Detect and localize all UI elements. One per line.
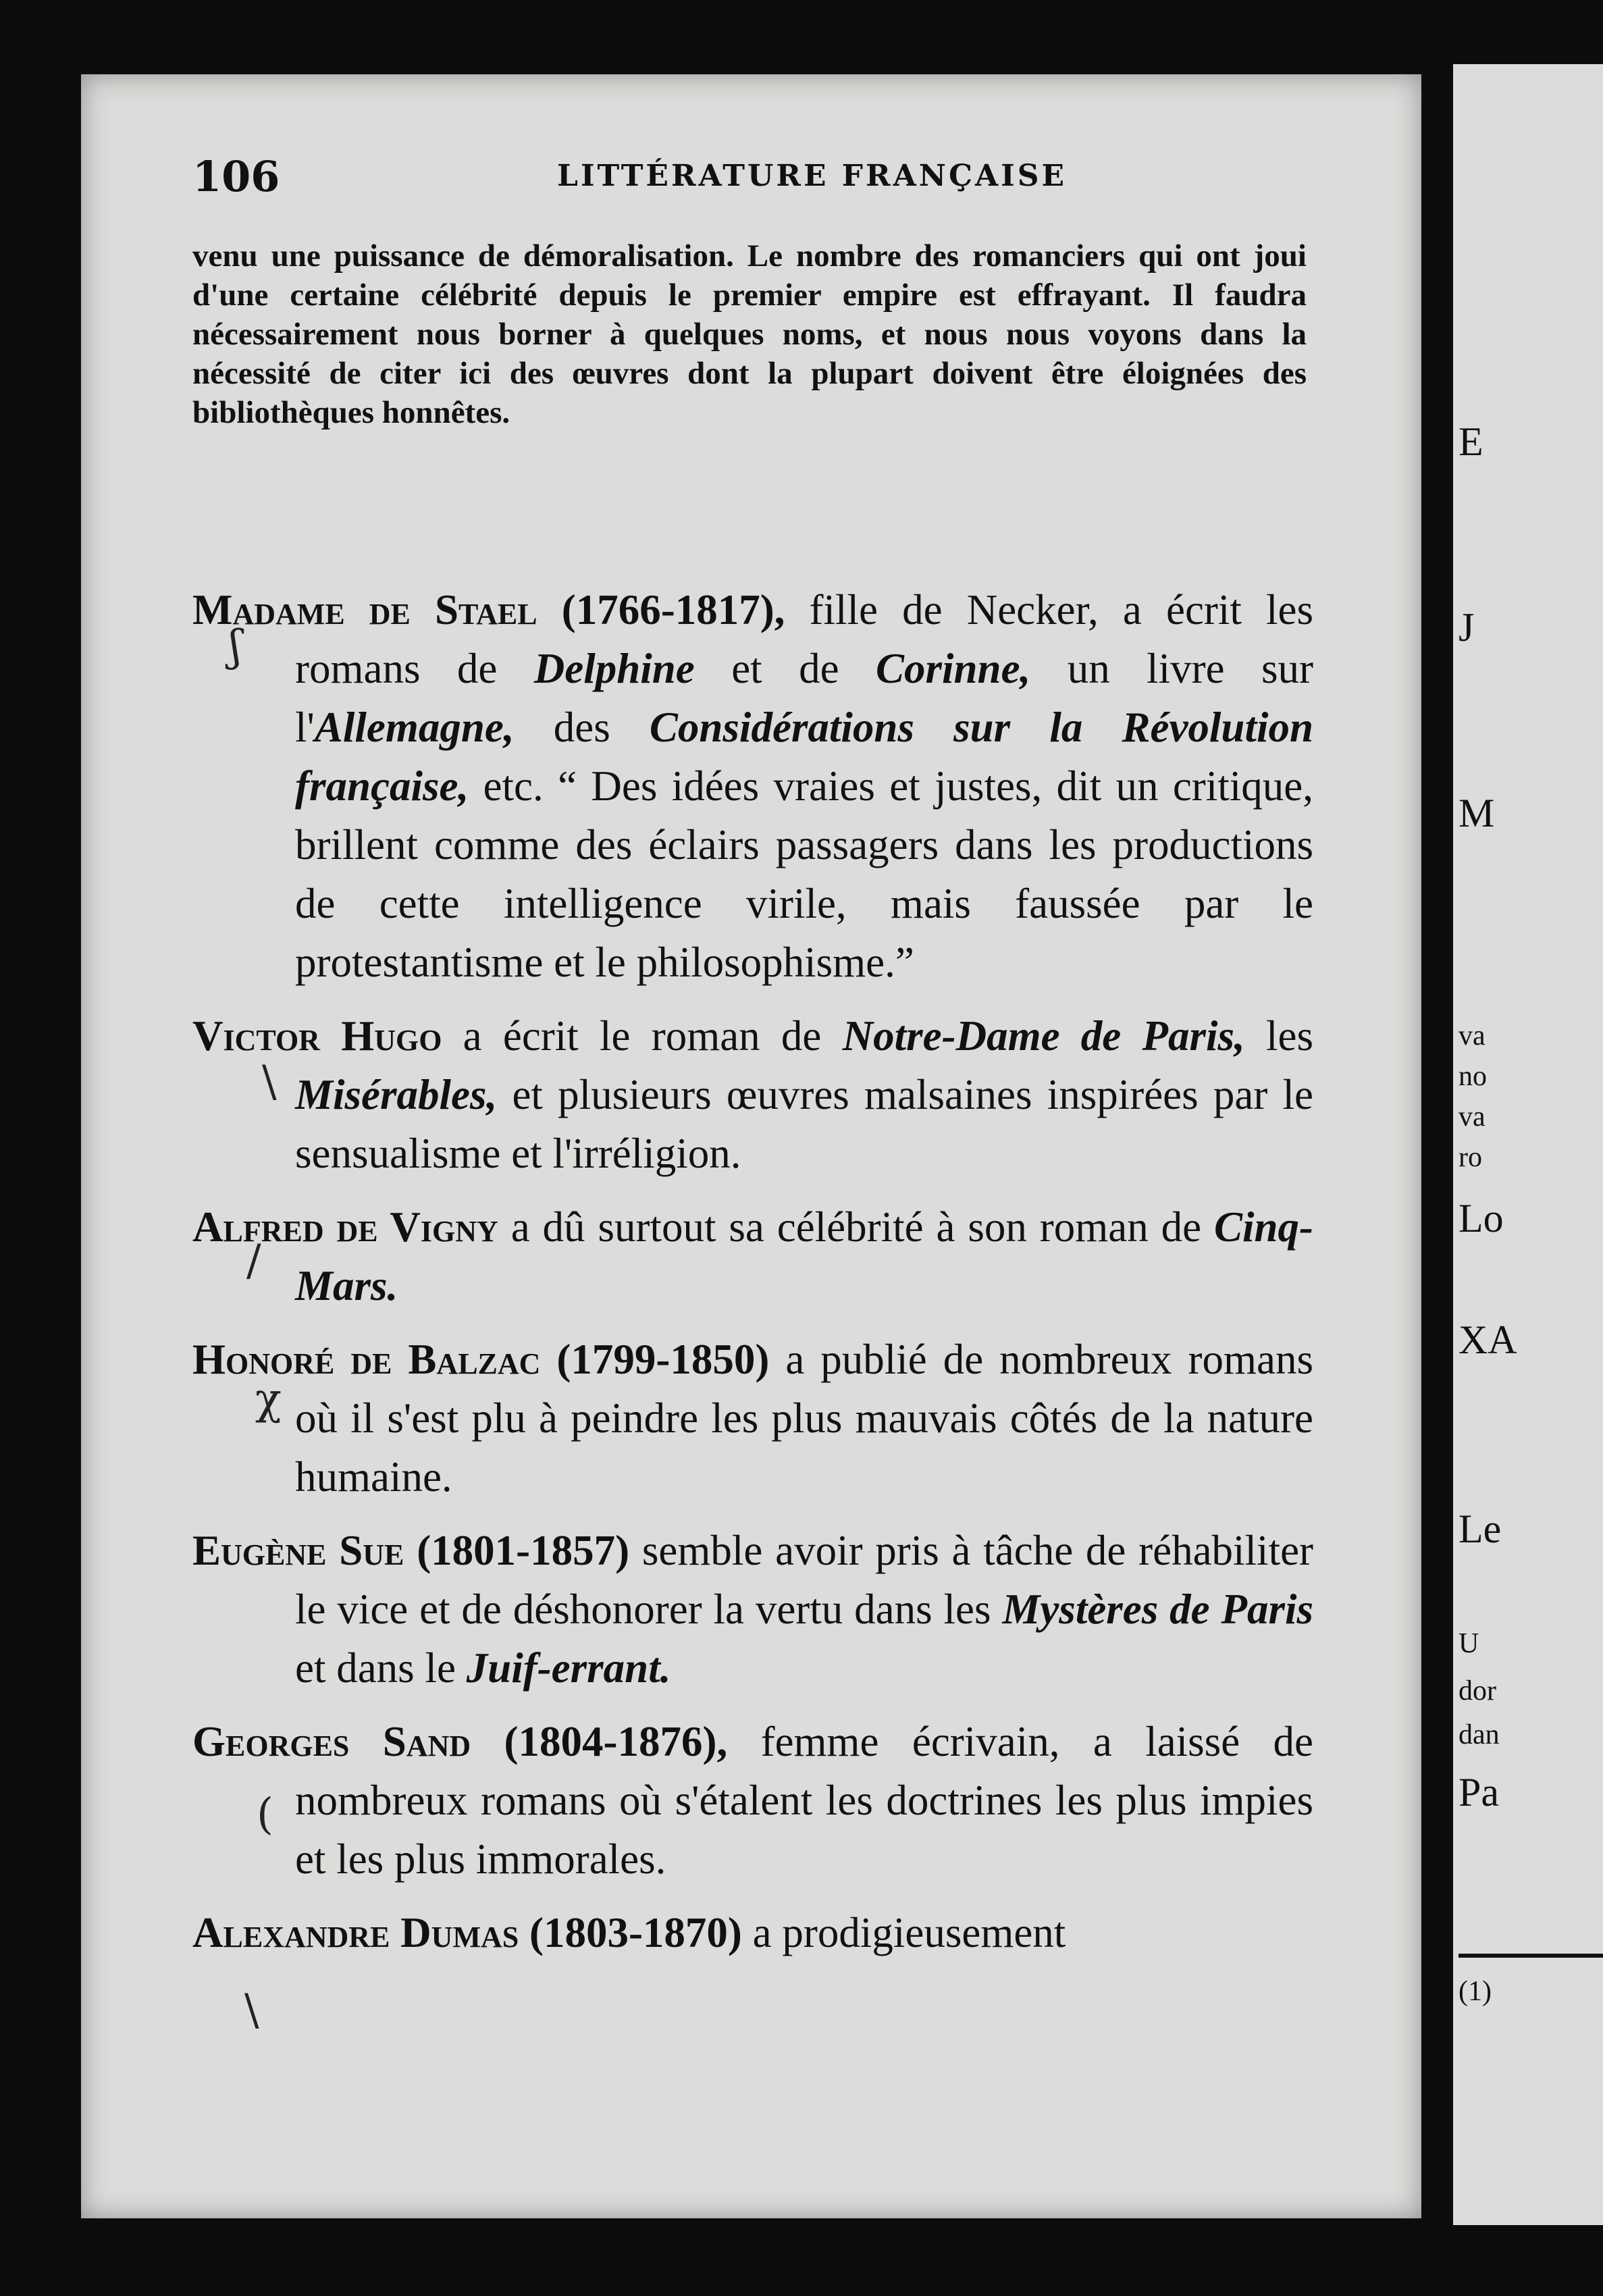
entry-text: a publié de nombreux romans où il s'est plu à peindre les plus mauvais côtés de la nature humaine.: [295, 1336, 1313, 1501]
facing-page-fragment: Pa: [1459, 1770, 1499, 1815]
entry-text: fille de Necker, a écrit les romans de: [295, 586, 1313, 692]
pencil-mark-icon: ʃ: [230, 621, 242, 671]
work-title: Delphine: [533, 645, 695, 692]
entry-text: et dans le: [295, 1644, 467, 1692]
facing-page-fragment: M: [1459, 791, 1495, 835]
page-number: 106: [192, 152, 280, 201]
work-title: Notre-Dame de Paris,: [842, 1012, 1245, 1060]
work-title: Cinq-Mars.: [295, 1203, 1313, 1309]
entry-text: des: [514, 704, 650, 751]
author-dates: (1804-1876),: [504, 1718, 728, 1765]
entry-hugo: [192, 1007, 1313, 1183]
author-dates: (1801-1857): [417, 1527, 630, 1574]
work-title: Juif-errant.: [466, 1644, 671, 1692]
footnote-rule: [1459, 1954, 1603, 1958]
facing-page-fragment: dan: [1459, 1719, 1500, 1750]
entry-text: a prodigieusement: [741, 1909, 1066, 1956]
work-title: Mystères de Paris: [1002, 1586, 1313, 1633]
facing-page-fragment: J: [1459, 605, 1475, 650]
pencil-mark-icon: \: [244, 1985, 259, 2035]
author-name: Georges Sand: [192, 1718, 471, 1765]
author-dates: (1766-1817),: [561, 586, 785, 633]
pencil-mark-icon: \: [262, 1057, 277, 1107]
running-title: LITTÉRATURE FRANÇAISE: [557, 159, 1068, 193]
entry-text: a dû surtout sa célébrité à son roman de: [498, 1203, 1214, 1251]
author-name: Eugène Sue: [192, 1527, 404, 1574]
intro-paragraph: venu une puissance de démoralisation. Le nombre des romanciers qui ont joui d'une certaine célébrité depuis le premier empire est effrayant. Il faudra nécessairement nous borner à quelques noms, et nous nous voyons dans la nécessité de citer ici des œuvres dont la plupart doivent être éloignées des bibliothèques honnêtes.: [192, 238, 1307, 430]
pencil-mark-icon: /: [246, 1236, 261, 1286]
author-name: Alfred de Vigny: [192, 1203, 498, 1251]
author-name: Honoré de Balzac: [192, 1336, 541, 1383]
facing-page-fragment: U: [1459, 1628, 1479, 1659]
facing-page-fragment: Le: [1459, 1507, 1502, 1551]
entry-text: les: [1244, 1012, 1313, 1060]
entry-text: femme écrivain, a laissé de nombreux romans où s'étalent les doctrines les plus impies et les plus immorales.: [295, 1718, 1313, 1883]
entry-dumas: [192, 1904, 1313, 1962]
facing-page-fragment: dor: [1459, 1675, 1496, 1706]
entry-balzac: [192, 1330, 1313, 1507]
entry-text: un livre sur l': [295, 645, 1313, 751]
facing-page-fragment: va: [1459, 1020, 1486, 1051]
facing-page-fragment: ro: [1459, 1142, 1482, 1173]
entry-text: et de: [694, 645, 876, 692]
work-title: Allemagne,: [314, 704, 515, 751]
author-name: Madame de Stael: [192, 586, 537, 633]
novelist-entries: [192, 581, 1313, 1977]
entry-text: etc. “ Des idées vraies et justes, dit un critique, brillent comme des éclairs passagers dans les productions de cette intelligence virile, mais faussée par le protestantisme et le philosophisme.”: [295, 762, 1313, 986]
facing-page-fragment: no: [1459, 1061, 1487, 1092]
author-name: Victor Hugo: [192, 1012, 442, 1060]
entry-sand: [192, 1713, 1313, 1889]
pencil-mark-icon: χ: [255, 1374, 282, 1424]
author-dates: (1803-1870): [529, 1909, 742, 1956]
entry-vigny: [192, 1198, 1313, 1315]
pencil-mark-icon: (: [257, 1790, 273, 1840]
work-title: Corinne,: [875, 645, 1031, 692]
entry-stael: [192, 581, 1313, 992]
entry-sue: [192, 1521, 1313, 1698]
facing-page-fragment: va: [1459, 1101, 1486, 1132]
facing-page-fragment: (1): [1459, 1976, 1492, 2007]
author-name: Alexandre Dumas: [192, 1909, 519, 1956]
work-title: Misérables,: [295, 1071, 498, 1118]
entry-text: a écrit le roman de: [442, 1012, 843, 1060]
page-header: [192, 152, 1546, 213]
work-title: Considérations sur la Révolution française,: [295, 704, 1313, 810]
facing-page-fragment: E: [1459, 419, 1483, 464]
entry-text: semble avoir pris à tâche de réhabiliter le vice et de déshonorer la vertu dans les: [295, 1527, 1314, 1633]
facing-page-fragment: Lo: [1459, 1196, 1504, 1241]
facing-page-fragment: XA: [1459, 1317, 1517, 1362]
author-dates: (1799-1850): [556, 1336, 770, 1383]
entry-text: et plusieurs œuvres malsaines inspirées par le sensualisme et l'irréligion.: [295, 1071, 1313, 1177]
